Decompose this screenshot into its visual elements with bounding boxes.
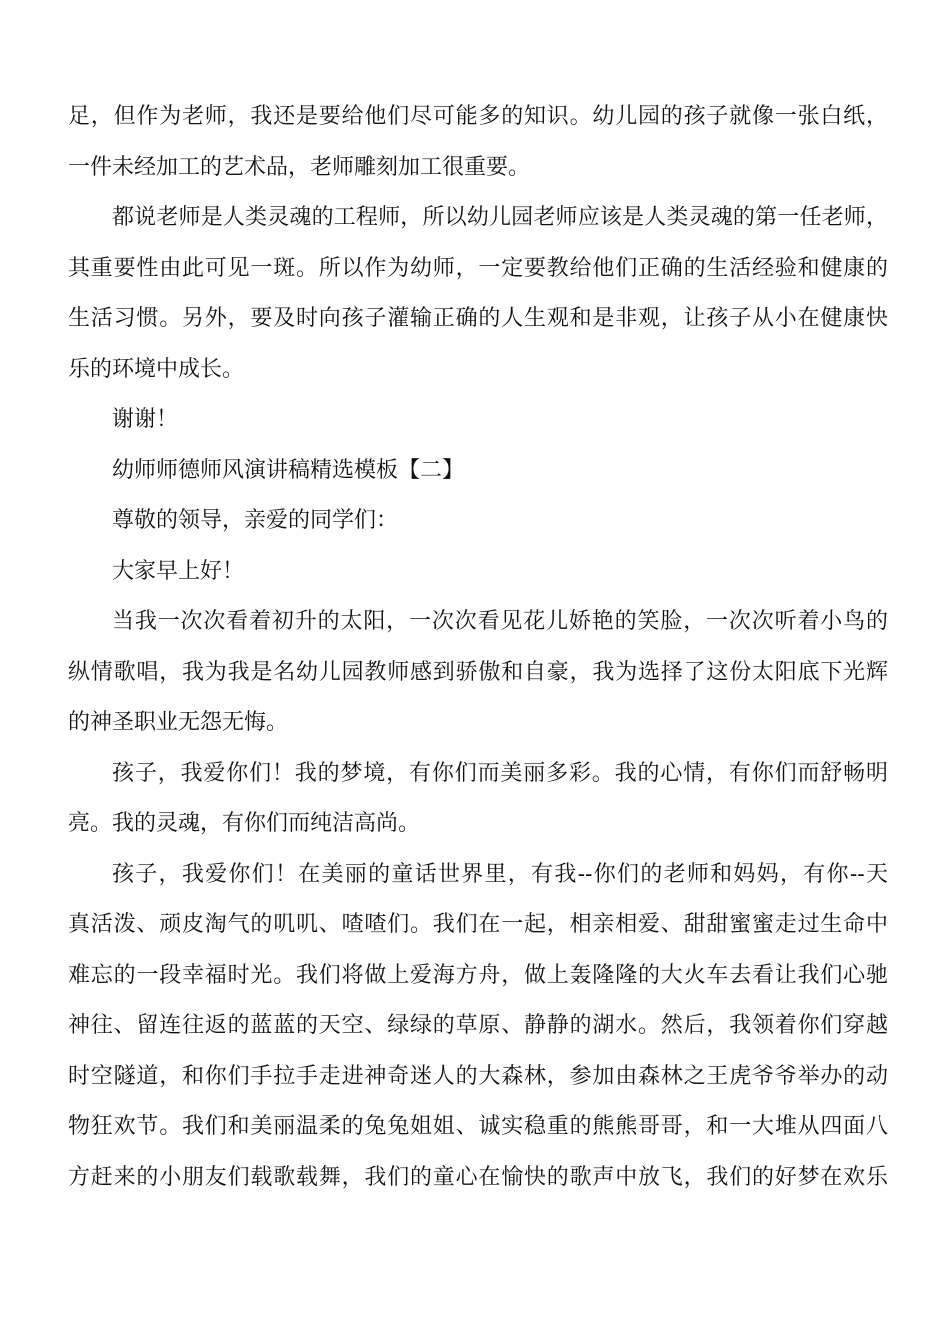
text-line: 真活泼、顽皮淘气的叽叽、喳喳们。我们在一起，相亲相爱、甜甜蜜蜜走过生命中 bbox=[68, 912, 888, 937]
text-line: 孩子，我爱你们！在美丽的童话世界里，有我--你们的老师和妈妈，有你--天 bbox=[112, 861, 888, 887]
text-line: 生活习惯。另外，要及时向孩子灌输正确的人生观和是非观，让孩子从小在健康快 bbox=[68, 306, 888, 331]
text-line: 谢谢！ bbox=[112, 407, 179, 432]
text-line: 都说老师是人类灵魂的工程师，所以幼儿园老师应该是人类灵魂的第一任老师， bbox=[112, 205, 888, 230]
document-body bbox=[68, 92, 888, 1203]
text-line: 神往、留连往返的蓝蓝的天空、绿绿的草原、静静的湖水。然后，我领着你们穿越 bbox=[68, 1013, 888, 1038]
text-line: 亮。我的灵魂，有你们而纯洁高尚。 bbox=[68, 811, 421, 836]
text-line: 物狂欢节。我们和美丽温柔的兔兔姐姐、诚实稳重的熊熊哥哥，和一大堆从四面八 bbox=[68, 1114, 888, 1139]
text-line: 当我一次次看着初升的太阳，一次次看见花儿娇艳的笑脸，一次次听着小鸟的 bbox=[112, 609, 888, 634]
text-line: 难忘的一段幸福时光。我们将做上爱海方舟，做上轰隆隆的大火车去看让我们心驰 bbox=[68, 962, 888, 988]
text-line: 乐的环境中成长。 bbox=[68, 356, 245, 382]
text-line: 纵情歌唱，我为我是名幼儿园教师感到骄傲和自豪，我为选择了这份太阳底下光辉 bbox=[68, 659, 888, 685]
text-line: 时空隧道，和你们手拉手走进神奇迷人的大森林，参加由森林之王虎爷爷举办的动 bbox=[68, 1063, 888, 1089]
text-line: 方赶来的小朋友们载歌载舞，我们的童心在愉快的歌声中放飞，我们的好梦在欢乐 bbox=[68, 1164, 888, 1190]
text-line: 一件未经加工的艺术品，老师雕刻加工很重要。 bbox=[68, 154, 531, 180]
greeting: 大家早上好！ bbox=[112, 558, 245, 584]
text-line: 其重要性由此可见一斑。所以作为幼师，一定要教给他们正确的生活经验和健康的 bbox=[68, 255, 888, 281]
section-title: 幼师师德师风演讲稿精选模板【二】 bbox=[112, 457, 465, 483]
text-line: 的神圣职业无怨无悔。 bbox=[68, 710, 289, 735]
text-line: 孩子，我爱你们！我的梦境，有你们而美丽多彩。我的心情，有你们而舒畅明 bbox=[112, 760, 888, 786]
salutation: 尊敬的领导，亲爱的同学们： bbox=[112, 508, 399, 533]
text-line: 足，但作为老师，我还是要给他们尽可能多的知识。幼儿园的孩子就像一张白纸， bbox=[68, 104, 888, 129]
